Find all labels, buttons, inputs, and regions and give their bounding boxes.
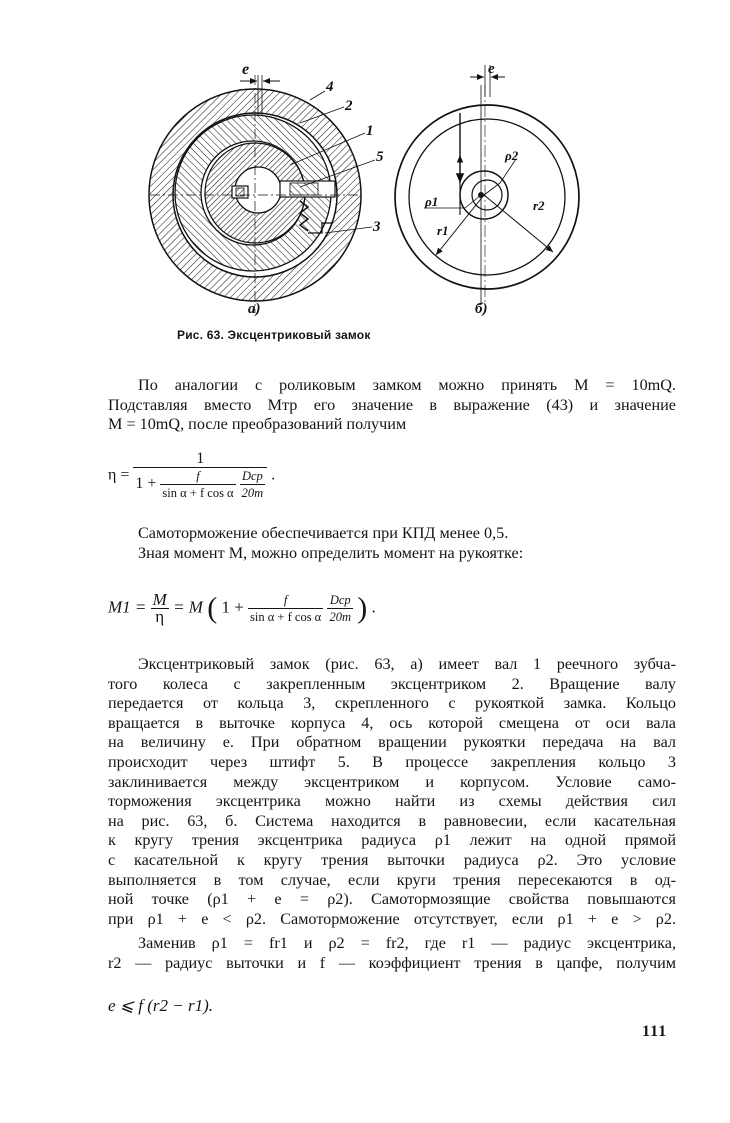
label-a-3: 3 <box>373 219 381 235</box>
text-line: ной точке (ρ1 + e = ρ2). Самотормозящие свойства повышаются <box>108 890 676 909</box>
text-line: По аналогии с роликовым замком можно принять M = 10mQ. <box>138 376 676 394</box>
text-line: передается от кольца 3, скрепленного с рукояткой замка. Кольцо <box>108 694 676 713</box>
text-line: Самоторможение обеспечивается при КПД менее 0,5. <box>138 524 509 542</box>
text-line: Эксцентриковый замок (рис. 63, а) имеет вал 1 реечного зубча- <box>138 655 676 673</box>
formula2-right-paren: ) <box>357 591 368 625</box>
label-b-r1: r1 <box>437 223 449 238</box>
formula2-sin: sin α + f cos α <box>250 610 322 624</box>
label-a-2: 2 <box>345 98 353 114</box>
text-line: M = 10mQ, после преобразований получим <box>108 415 407 434</box>
text-line: Заменив ρ1 = fr1 и ρ2 = fr2, где r1 — радиус эксцентрика, <box>138 934 676 952</box>
paragraph-3 <box>108 655 676 929</box>
formula2-eta: η <box>155 607 165 626</box>
formula2-20m: 20m <box>329 610 352 624</box>
text-line: торможения эксцентрика можно найти из схемы действия сил <box>108 792 676 811</box>
formula-f: f <box>160 468 235 485</box>
formula-handle-moment <box>108 592 376 625</box>
formula2-eq-m: = M <box>173 597 203 617</box>
text-line: заклинивается между эксцентриком и корпусом. Условие само- <box>108 772 676 791</box>
panel-a-label: а) <box>248 301 261 317</box>
text-line: выполняется в том случае, если круги трения пересекаются в од- <box>108 870 676 889</box>
text-line: Подставляя вместо Mтр его значение в выражение (43) и значение <box>108 395 676 414</box>
label-a-1: 1 <box>366 123 374 139</box>
formula-denominator <box>133 468 267 501</box>
label-b-rho1: ρ1 <box>425 194 439 209</box>
formula-efficiency <box>108 451 275 501</box>
figure-caption: Рис. 63. Эксцентриковый замок <box>177 328 371 342</box>
formula2-inner-fraction <box>248 592 323 625</box>
formula-20m: 20m <box>241 486 264 500</box>
text-line: происходит через штифт 5. В процессе закрепления кольцо 3 <box>108 752 676 771</box>
text-line: на рис. 63, б. Система находится в равновесии, если касательная <box>108 811 676 830</box>
paragraph-1 <box>108 376 676 435</box>
label-b-e: e <box>488 61 495 77</box>
text-line: на величину e. При обратном вращении рукоятки передача на вал <box>108 733 676 752</box>
page-number: 111 <box>642 1023 668 1040</box>
paragraph-4 <box>108 934 676 973</box>
formula2-dcp: Dср <box>327 592 353 609</box>
formula-eccentricity-condition: e ⩽ f (r2 − r1). <box>108 996 214 1015</box>
formula2-m: M <box>152 590 167 609</box>
paragraph-2 <box>108 524 676 563</box>
formula-inner-fraction <box>160 468 235 501</box>
formula2-one-plus: 1 + <box>221 597 244 617</box>
formula2-left-paren: ( <box>207 591 218 625</box>
formula-lhs: η = <box>108 466 130 484</box>
formula-numerator: 1 <box>133 451 267 468</box>
text-line: вращается в выточке корпуса 4, ось которой смещена от оси вала <box>108 713 676 732</box>
formula2-f: f <box>248 592 323 609</box>
figure-63 <box>140 55 600 325</box>
formula2-inner-fraction-2 <box>327 592 353 625</box>
panel-a-drawing <box>149 75 375 313</box>
panel-b-drawing <box>395 65 579 305</box>
text-line: к кругу трения эксцентрика радиуса ρ1 лежит на одной прямой <box>108 831 676 850</box>
label-a-5: 5 <box>376 149 384 165</box>
formula-inner-fraction-2 <box>240 468 266 501</box>
label-a-e: e <box>242 61 250 78</box>
formula-dot: . <box>271 466 276 484</box>
formula2-ratio <box>151 592 169 625</box>
panel-b-label: б) <box>475 301 488 317</box>
formula2-dot: . <box>371 597 376 617</box>
formula-fraction <box>133 451 267 501</box>
formula-dcp: Dср <box>240 468 266 485</box>
text-line: с касательной к кругу трения выточки радиуса ρ2. Это условие <box>108 850 676 869</box>
text-line: r2 — радиус выточки и f — коэффициент трения в цапфе, получим <box>108 953 676 972</box>
eccentric-lock-drawing <box>140 55 600 325</box>
text-line: того колеса с закрепленным эксцентриком 2. Вращение валу <box>108 674 676 693</box>
formula2-lhs: M1 = <box>108 597 147 617</box>
label-b-r2: r2 <box>533 198 545 213</box>
text-line: Зная момент M, можно определить момент на рукоятке: <box>138 543 524 562</box>
formula-sin: sin α + f cos α <box>162 486 234 500</box>
formula-one-plus: 1 + <box>135 475 157 493</box>
text-line: при ρ1 + e < ρ2. Самоторможение отсутствует, если ρ1 + e > ρ2. <box>108 909 676 928</box>
label-b-rho2: ρ2 <box>505 148 519 163</box>
label-a-4: 4 <box>326 79 334 95</box>
